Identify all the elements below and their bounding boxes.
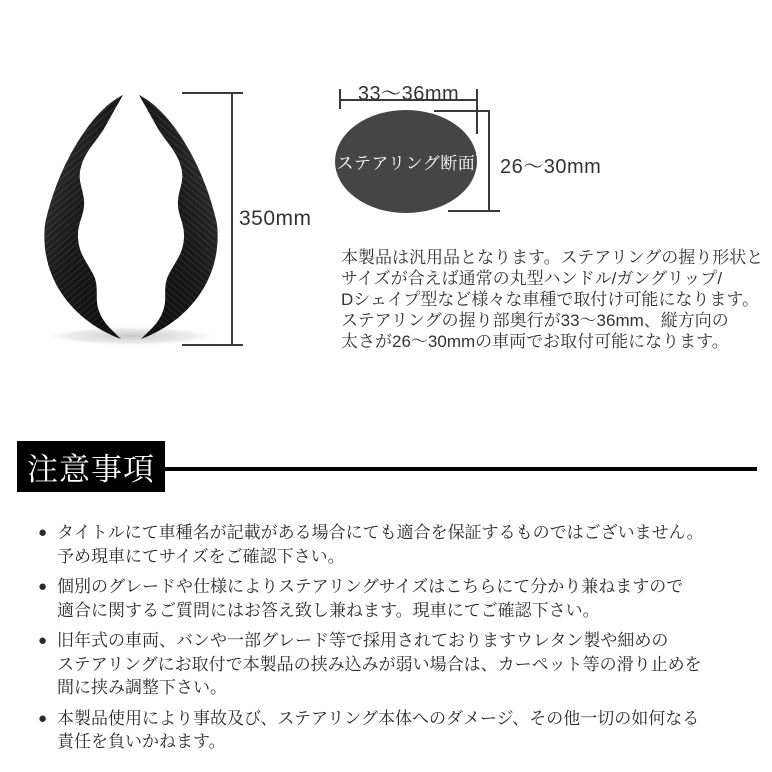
notice-banner [17, 441, 165, 492]
notice-rule-line [165, 467, 757, 471]
notice-item-line: 旧年式の車両、バンや一部グレード等で採用されておりますウレタン製や細めの [57, 631, 669, 650]
product-shadow [43, 326, 219, 346]
notice-item-line: 本製品使用により事故及び、ステアリング本体へのダメージ、その他一切の如何なる [57, 708, 700, 728]
length-dimension-tick-top [182, 92, 243, 94]
notice-list [38, 521, 754, 761]
bullet-icon: ● [38, 632, 48, 649]
length-dimension-tick-bottom [182, 344, 243, 346]
notice-item [38, 707, 754, 754]
notice-item [38, 521, 754, 568]
description-line: 本製品は汎用品となります。ステアリングの握り形状と [341, 248, 764, 267]
height-dimension-label: 26〜30mm [500, 156, 602, 178]
height-dimension-tick-bottom [448, 210, 500, 212]
notice-item-line: 適合に関するご質問にはお答え致し兼ねます。現車にてご確認下さい。 [57, 600, 600, 620]
length-dimension-line [231, 93, 233, 346]
product-description [341, 247, 769, 352]
notice-item-line: 間に挟み調整下さい。 [57, 678, 227, 697]
cross-section-label: ステアリング断面 [336, 154, 476, 173]
bullet-icon: ● [38, 524, 48, 541]
description-line: ステアリングの握り部奥行が33〜36mm、縦方向の [341, 311, 729, 330]
description-line: Dシェイプ型など様々な車種で取付け可能になります。 [341, 290, 760, 309]
length-dimension-label: 350mm [239, 207, 312, 230]
left-cover-half [44, 95, 123, 339]
height-dimension-tick-top [434, 110, 490, 112]
description-line: 太さが26〜30mmの車両でお取付可能になります。 [341, 332, 729, 351]
notice-item-line: 個別のグレードや仕様によりステアリングサイズはこちらにて分かり兼ねますので [57, 577, 684, 596]
notice-item-line: 予め現車にてサイズをご確認下さい。 [57, 546, 345, 566]
notice-item-line: ステアリングにお取付で本製品の挟み込みが弱い場合は、カーペット等の滑り止めを [57, 654, 702, 674]
bullet-icon: ● [38, 709, 48, 727]
notice-item-line: タイトルにて車種名が記載がある場合にても適合を保証するものではございません。 [57, 523, 704, 542]
notice-item [38, 575, 754, 622]
steering-cover-product-image [30, 86, 232, 352]
bullet-icon: ● [38, 578, 48, 595]
cross-section-ellipse [335, 110, 477, 213]
notice-item-line: 責任を負いかねます。 [57, 732, 226, 751]
notice-item [38, 629, 754, 700]
right-cover-half [139, 95, 218, 339]
width-dimension-label: 33〜36mm [357, 83, 460, 105]
description-line: サイズが合えば通常の丸型ハンドル/ガングリップ/ [341, 269, 723, 288]
notice-title: 注意事項 [27, 452, 155, 487]
height-dimension-line [488, 110, 490, 212]
